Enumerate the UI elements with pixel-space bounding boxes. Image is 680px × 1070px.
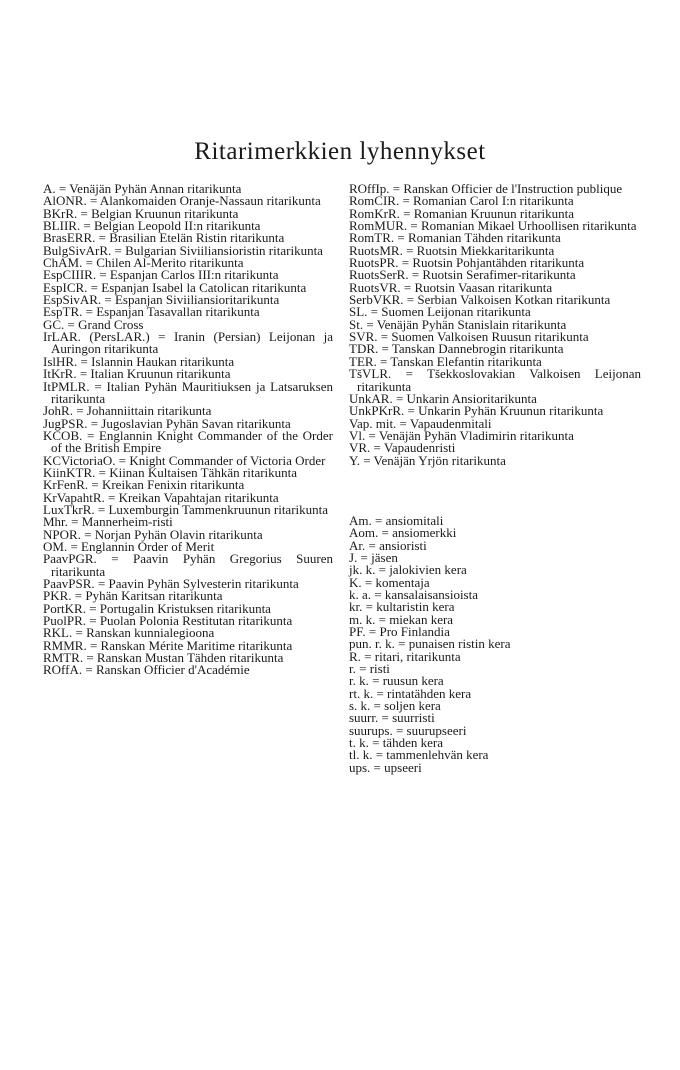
order-entry: LuxTkrR. = Luxemburgin Tammenkruunun ritarikunta xyxy=(43,501,329,517)
order-entry: RomMUR. = Romanian Mikael Urhoollisen ritarikunta xyxy=(349,218,637,234)
order-entry: KrFenR. = Kreikan Fenixin ritarikunta xyxy=(43,477,245,493)
abbreviation-entry: m. k. = miekan kera xyxy=(349,611,454,627)
order-entry: PortKR. = Portugalin Kristuksen ritarikunta xyxy=(43,600,271,616)
left-column xyxy=(43,183,333,677)
order-entry: ROffA. = Ranskan Officier d'Académie xyxy=(43,662,250,678)
order-entry: SVR. = Suomen Valkoisen Ruusun ritarikunta xyxy=(349,329,589,345)
order-entry: KrVapahtR. = Kreikan Vapahtajan ritarikunta xyxy=(43,489,279,505)
order-entry: NPOR. = Norjan Pyhän Olavin ritarikunta xyxy=(43,526,263,542)
abbreviation-entry: jk. k. = jalokivien kera xyxy=(349,562,467,578)
order-entry: RomTR. = Romanian Tähden ritarikunta xyxy=(349,230,561,246)
order-entry: EspICR. = Espanjan Isabel la Catolican ritarikunta xyxy=(43,279,307,295)
abbreviation-entry: pun. r. k. = punaisen ristin kera xyxy=(349,636,511,652)
order-entry: IslHR. = Islannin Haukan ritarikunta xyxy=(43,353,235,369)
short-abbreviation-list xyxy=(349,512,641,775)
right-column xyxy=(349,183,641,774)
order-entry: TER. = Tanskan Elefantin ritarikunta xyxy=(349,353,542,369)
order-entry: KiinKTR. = Kiinan Kultaisen Tähkän ritarikunta xyxy=(43,464,298,480)
order-entry: ChAM. = Chilen Al-Merito ritarikunta xyxy=(43,255,244,271)
order-entry: Y. = Venäjän Yrjön ritarikunta xyxy=(349,452,506,468)
order-entry: RomKrR. = Romanian Kruunun ritarikunta xyxy=(349,205,575,221)
abbreviation-entry: k. a. = kansalaisansioista xyxy=(349,586,478,602)
order-abbreviation-list-continued xyxy=(349,183,641,467)
abbreviation-entry: PF. = Pro Finlandia xyxy=(349,624,450,639)
order-entry: TDR. = Tanskan Dannebrogin ritarikunta xyxy=(349,341,564,357)
abbreviation-entry: suurups. = suurupseeri xyxy=(349,722,467,738)
order-entry: RuotsMR. = Ruotsin Miekkaritarikunta xyxy=(349,242,555,258)
order-entry: VR. = Vapaudenristi xyxy=(349,440,456,456)
section-gap xyxy=(349,467,641,515)
order-entry: PuolPR. = Puolan Polonia Restitutan ritarikunta xyxy=(43,613,293,629)
order-entry: KCVictoriaO. = Knight Commander of Victoria Order xyxy=(43,452,326,468)
order-entry: St. = Venäjän Pyhän Stanislain ritarikunta xyxy=(349,316,567,332)
order-entry: KCOB. = Englannin Knight Commander of the Order of the British Empire xyxy=(43,427,333,456)
order-entry: BulgSivArR. = Bulgarian Siviiliansioristin ritarikunta xyxy=(43,242,323,258)
order-entry: BrasERR. = Brasilian Etelän Ristin ritarikunta xyxy=(43,230,285,246)
order-entry: IrLAR. (PersLAR.) = Iranin (Persian) Leijonan ja Auringon ritarikunta xyxy=(43,329,333,357)
abbreviation-entry: suurr. = suurristi xyxy=(349,710,435,726)
order-entry: PKR. = Pyhän Karitsan ritarikunta xyxy=(43,588,223,604)
order-entry: UnkPKrR. = Unkarin Pyhän Kruunun ritarikunta xyxy=(349,403,604,419)
order-entry: AlONR. = Alankomaiden Oranje-Nassaun ritarikunta xyxy=(43,193,321,209)
order-entry: A. = Venäjän Pyhän Annan ritarikunta xyxy=(43,181,242,196)
order-entry: RomCIR. = Romanian Carol I:n ritarikunta xyxy=(349,193,574,209)
abbreviation-entry: K. = komentaja xyxy=(349,574,430,590)
order-entry: GC. = Grand Cross xyxy=(43,316,144,332)
order-entry: ItPMLR. = Italian Pyhän Mauritiuksen ja Latsaruksen ritarikunta xyxy=(43,378,333,406)
order-entry: RMTR. = Ranskan Mustan Tähden ritarikunta xyxy=(43,650,284,666)
order-entry: JohR. = Johanniittain ritarikunta xyxy=(43,403,212,419)
order-entry: EspTR. = Espanjan Tasavallan ritarikunta xyxy=(43,304,260,320)
abbreviation-entry: Ar. = ansioristi xyxy=(349,537,427,553)
order-entry: RuotsSerR. = Ruotsin Serafimer-ritarikunta xyxy=(349,267,576,283)
order-entry: UnkAR. = Unkarin Ansioritarikunta xyxy=(349,390,537,406)
order-entry: EspSivAR. = Espanjan Siviiliansioritarikunta xyxy=(43,292,280,308)
order-entry: EspCIIIR. = Espanjan Carlos III:n ritarikunta xyxy=(43,267,279,283)
abbreviation-entry: r. = risti xyxy=(349,661,390,677)
order-entry: ItKrR. = Italian Kruunun ritarikunta xyxy=(43,366,231,382)
abbreviation-entry: t. k. = tähden kera xyxy=(349,735,443,751)
abbreviation-entry: R. = ritari, ritarikunta xyxy=(349,648,461,664)
order-entry: Vl. = Venäjän Pyhän Vladimirin ritarikunta xyxy=(349,427,574,443)
order-entry: Mhr. = Mannerheim-risti xyxy=(43,514,173,530)
order-entry: PaavPSR. = Paavin Pyhän Sylvesterin ritarikunta xyxy=(43,576,299,591)
abbreviation-entry: tl. k. = tammenlehvän kera xyxy=(349,747,489,763)
order-entry: RMMR. = Ranskan Mérite Maritime ritarikunta xyxy=(43,637,293,653)
abbreviation-entry: Am. = ansiomitali xyxy=(349,512,444,528)
order-entry: Vap. mit. = Vapaudenmitali xyxy=(349,415,492,431)
order-entry: RuotsVR. = Ruotsin Vaasan ritarikunta xyxy=(349,279,553,295)
order-entry: SL. = Suomen Leijonan ritarikunta xyxy=(349,304,531,320)
order-entry: TšVLR. = Tšekkoslovakian Valkoisen Leijonan ritarikunta xyxy=(349,366,641,394)
abbreviation-entry: s. k. = soljen kera xyxy=(349,698,441,714)
order-entry: BKrR. = Belgian Kruunun ritarikunta xyxy=(43,205,239,221)
page-title: Ritarimerkkien lyhennykset xyxy=(194,138,486,165)
order-entry: BLIIR. = Belgian Leopold II:n ritarikunta xyxy=(43,218,261,234)
order-entry: PaavPGR. = Paavin Pyhän Gregorius Suuren ritarikunta xyxy=(43,551,333,579)
abbreviation-entry: J. = jäsen xyxy=(349,549,398,565)
abbreviation-entry: r. k. = ruusun kera xyxy=(349,673,444,689)
abbreviation-entry: rt. k. = rintatähden kera xyxy=(349,685,472,701)
order-entry: ROffIp. = Ranskan Officier de l'Instruction publique xyxy=(349,181,623,196)
order-entry: RuotsPR. = Ruotsin Pohjantähden ritarikunta xyxy=(349,255,585,271)
order-entry: OM. = Englannin Order of Merit xyxy=(43,538,215,554)
order-entry: SerbVKR. = Serbian Valkoisen Kotkan ritarikunta xyxy=(349,292,611,308)
order-entry: RKL. = Ranskan kunnialegioona xyxy=(43,625,215,641)
abbreviation-entry: Aom. = ansiomerkki xyxy=(349,525,457,541)
abbreviation-entry: ups. = upseeri xyxy=(349,759,422,775)
abbreviation-entry: kr. = kultaristin kera xyxy=(349,599,455,615)
order-entry: JugPSR. = Jugoslavian Pyhän Savan ritarikunta xyxy=(43,415,291,431)
